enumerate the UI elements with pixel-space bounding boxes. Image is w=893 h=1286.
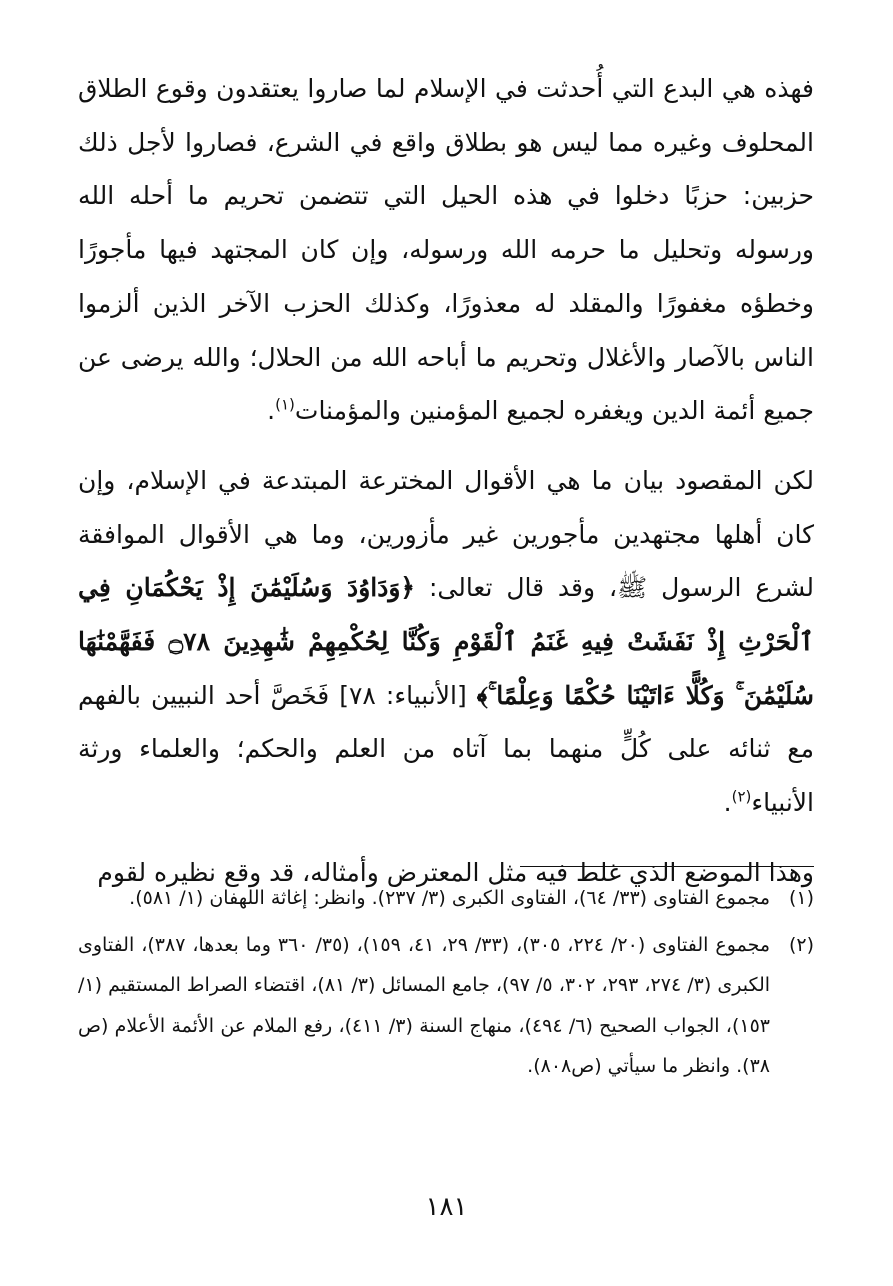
paragraph-2	[78, 454, 814, 830]
footnote-number: (١)	[788, 887, 814, 909]
footnote-2	[78, 925, 814, 1087]
footnote-separator	[520, 866, 814, 867]
paragraph-text-continued: فَخَصَّ أحد النبيين بالفهم مع ثنائه على كُلٍّ منهما بما آتاه من العلم والحكم؛ والعلماء ورثة الأنبياء	[78, 680, 814, 818]
footnotes	[78, 878, 814, 1093]
footnote-text: مجموع الفتاوى (٢٠/ ٢٢٤، ٣٠٥)، (٣٣/ ٢٩، ٤١، ١٥٩)، (٣٥/ ٣٦٠ وما بعدها، ٣٨٧)، الفتاوى الكبرى (٣/ ٢٧٤، ٢٩٣، ٣٠٢، ٥/ ٩٧)، جامع المسائل (٣/ ٨١)، اقتضاء الصراط المستقيم (١/ ١٥٣)، الجواب الصحيح (٦/ ٤٩٤)، منهاج السنة (٣/ ٤١١)، رفع الملام عن الأئمة الأعلام (ص ٣٨). وانظر ما سيأتي (ص٨٠٨).	[78, 933, 771, 1077]
footnote-1	[78, 878, 814, 919]
paragraph-end: .	[723, 788, 732, 818]
footnote-number: (٢)	[788, 933, 814, 956]
paragraph-text: فهذه هي البدع التي أُحدثت في الإسلام لما صاروا يعتقدون وقوع الطلاق المحلوف وغيره مما ليس هو بطلاق واقع في الشرع، فصاروا لأجل ذلك حزبين: حزبًا دخلوا في هذه الحيل التي تتضمن تحريم ما أحله الله ورسوله وتحليل ما حرمه الله ورسوله، وإن كان المجتهد فيها مأجورًا وخطؤه مغفورًا والمقلد له معذورًا، وكذلك الحزب الآخر الذين ألزموا الناس بالآصار والأغلال وتحريم ما أباحه الله من الحلال؛ والله يرضى عن جميع أئمة الدين ويغفره لجميع المؤمنين والمؤمنات	[78, 74, 814, 426]
paragraph-text: لكن المقصود بيان ما هي الأقوال المخترعة المبتدعة في الإسلام، وإن كان أهلها مجتهدين مأجورين غير مأزورين، وما هي الأقوال الموافقة لشرع الرسول ﷺ، وقد قال تعالى:	[78, 465, 814, 603]
paragraph-end: .	[267, 396, 276, 426]
footnote-ref-2[interactable]: (٢)	[731, 787, 752, 806]
main-text	[78, 62, 814, 900]
footnote-text: مجموع الفتاوى (٣٣/ ٦٤)، الفتاوى الكبرى (٣/ ٢٣٧). وانظر: إغاثة اللهفان (١/ ٥٨١).	[129, 887, 770, 909]
paragraph-1	[78, 62, 814, 438]
quran-verse: ﴿وَدَاوُدَ وَسُلَيْمَٰنَ إِذْ يَحْكُمَانِ فِي ٱلْحَرْثِ إِذْ نَفَشَتْ فِيهِ غَنَمُ ٱلْقَوْمِ وَكُنَّا لِحُكْمِهِمْ شَٰهِدِينَ ۝٧٨ فَفَهَّمْنَٰهَا سُلَيْمَٰنَ ۚ وَكُلًّا ءَاتَيْنَا حُكْمًا وَعِلْمًا ۚ﴾	[78, 573, 815, 710]
verse-citation: [الأنبياء: ٧٨]	[329, 680, 477, 710]
page-number: ١٨١	[425, 1192, 468, 1222]
paragraph-text: وهذا الموضع الذي غلط فيه مثل المعترض وأمثاله، قد وقع نظيره لقوم	[97, 857, 814, 887]
footnote-ref-1[interactable]: (١)	[275, 395, 295, 414]
